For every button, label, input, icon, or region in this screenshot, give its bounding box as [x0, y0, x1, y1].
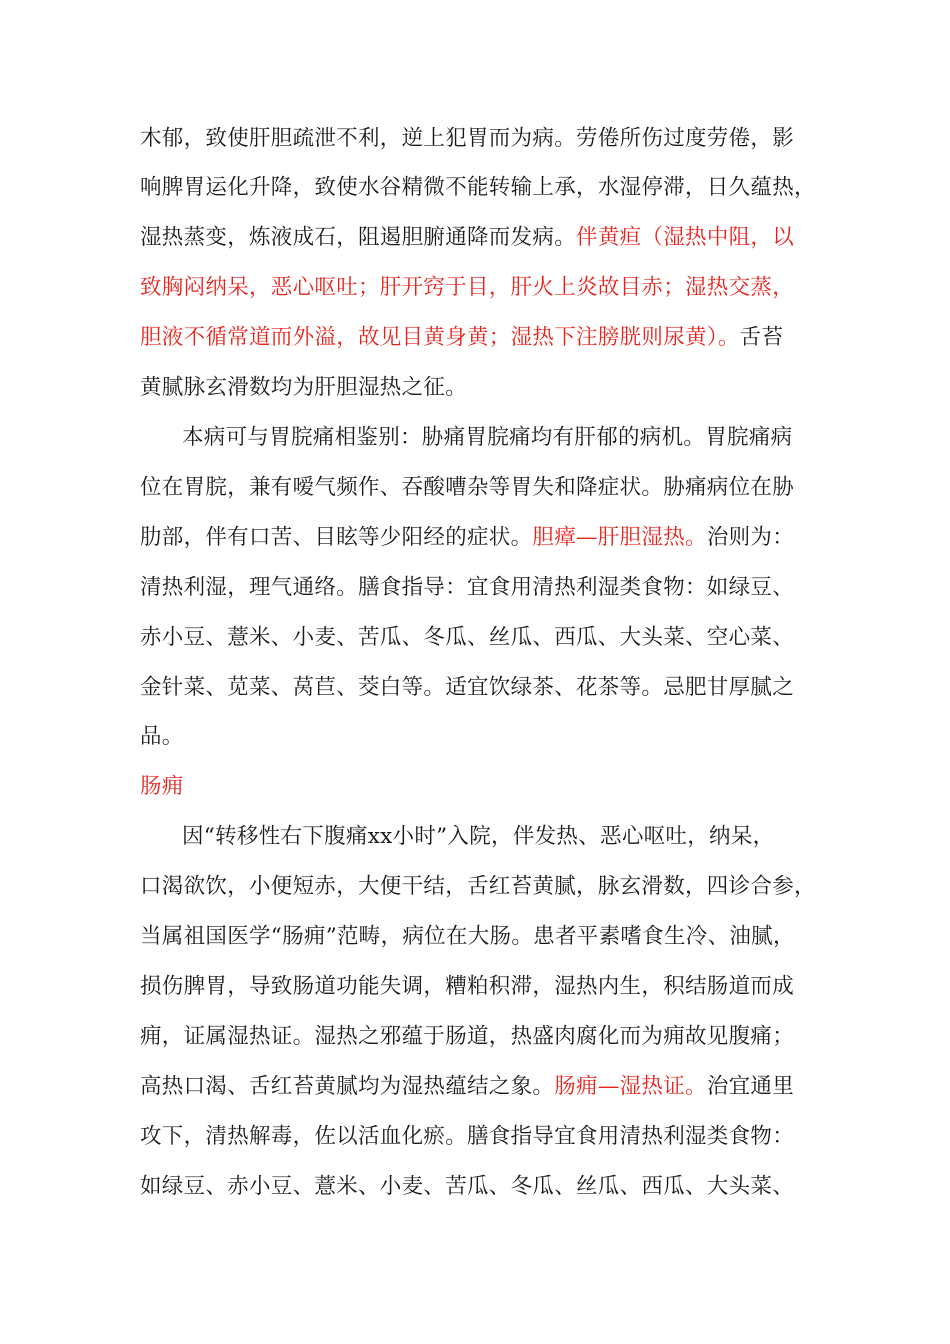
text-run: 攻下，清热解毒，佐以活血化瘀。膳食指导宜食用清热利湿类食物：: [140, 1124, 795, 1149]
highlighted-text-run: 伴黄疸（湿热中阻，以: [576, 225, 795, 250]
text-line: [140, 1022, 794, 1052]
text-line: [140, 722, 184, 752]
text-run: 木郁，致使肝胆疏泄不利，逆上犯胃而为病。劳倦所伤过度劳倦，影: [140, 126, 795, 151]
highlighted-text-run: 胆瘴—肝胆湿热。: [532, 525, 707, 550]
text-line: [140, 373, 467, 403]
text-line: [140, 922, 795, 952]
text-line: [140, 623, 794, 653]
text-run: 黄腻脉玄滑数均为肝胆湿热之征。: [140, 375, 468, 400]
text-run: 金针菜、苋菜、莴苣、茭白等。适宜饮绿茶、花茶等。忌肥甘厚腻之: [140, 675, 795, 700]
text-run: 清热利湿，理气通络。膳食指导：宜食用清热利湿类食物：如绿豆、: [140, 575, 795, 600]
text-line: [140, 124, 794, 154]
text-line: [140, 1172, 794, 1202]
text-run: 肋部，伴有口苦、目眩等少阳经的症状。: [140, 525, 533, 550]
text-line: [140, 223, 794, 253]
text-line: [182, 822, 774, 852]
text-run: 湿热蒸变，炼液成石，阻遏胆腑通降而发病。: [140, 225, 577, 250]
text-run: 治宜通里: [706, 1074, 795, 1099]
text-run: 赤小豆、薏米、小麦、苦瓜、冬瓜、丝瓜、西瓜、大头菜、空心菜、: [140, 625, 795, 650]
highlighted-text-run: 致胸闷纳呆，恶心呕吐；肝开窍于目，肝火上炎故目赤；湿热交蒸，: [140, 275, 795, 300]
text-run: 响脾胃运化升降，致使水谷精微不能转输上承，水湿停滞，日久蕴热，: [140, 175, 816, 200]
text-line: [140, 972, 794, 1002]
section-heading-text: 肠痈: [140, 774, 184, 799]
text-line: [140, 273, 794, 303]
text-run: 位在胃脘，兼有嗳气频作、吞酸嘈杂等胃失和降症状。胁痛病位在胁: [140, 475, 795, 500]
text-line: [140, 872, 816, 902]
text-run: 当属祖国医学“肠痈”范畴，病位在大肠。患者平素嗜食生冷、油腻，: [140, 924, 795, 949]
text-run: 舌苔: [739, 325, 784, 350]
text-run: 如绿豆、赤小豆、薏米、小麦、苦瓜、冬瓜、丝瓜、西瓜、大头菜、: [140, 1174, 795, 1199]
text-run: 痈，证属湿热证。湿热之邪蕴于肠道，热盛肉腐化而为痈故见腹痛；: [140, 1024, 795, 1049]
text-run: 治则为：: [706, 525, 795, 550]
text-run: 高热口渴、舌红苔黄腻均为湿热蕴结之象。: [140, 1074, 555, 1099]
text-line: [140, 473, 794, 503]
text-line: [140, 1122, 794, 1152]
highlighted-text-run: 胆液不循常道而外溢，故见目黄身黄；湿热下注膀胱则尿黄）。: [140, 325, 740, 350]
text-line: [140, 573, 794, 603]
text-line: [140, 523, 794, 553]
text-line: [140, 673, 794, 703]
text-run: 品。: [140, 724, 184, 749]
text-run: 因“转移性右下腹痛xx小时”入院，伴发热、恶心呕吐，纳呆，: [182, 824, 775, 849]
text-run: 本病可与胃脘痛相鉴别：胁痛胃脘痛均有肝郁的病机。胃脘痛病: [182, 425, 793, 450]
highlighted-text-run: 肠痈—湿热证。: [554, 1074, 707, 1099]
text-run: 口渴欲饮，小便短赤，大便干结，舌红苔黄腻，脉玄滑数，四诊合参，: [140, 874, 816, 899]
text-run: 损伤脾胃，导致肠道功能失调，糟粕积滞，湿热内生，积结肠道而成: [140, 974, 795, 999]
text-line: [140, 1072, 794, 1102]
text-line: [140, 323, 783, 353]
text-line: [140, 173, 816, 203]
text-line: [182, 423, 792, 453]
section-heading: [140, 772, 184, 802]
